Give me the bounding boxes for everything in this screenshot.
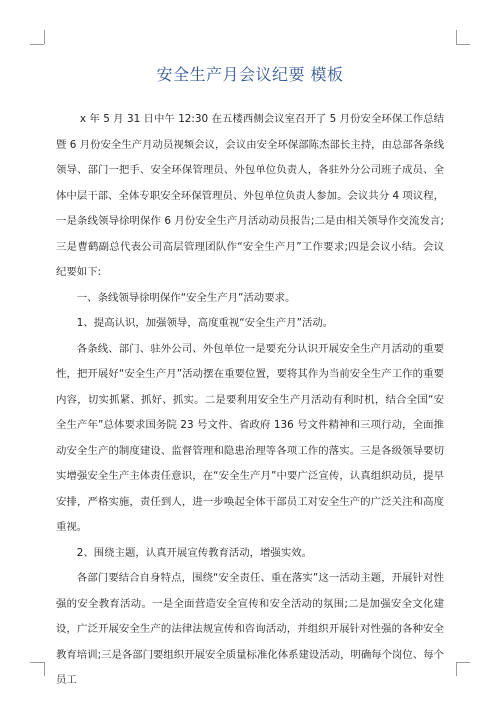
paragraph-intro: x 年 5 月 31 日中午 12:30 在五楼西侧会议室召开了 5 月份安全环保工作总结暨 6 月份安全生产月动员视频会议，会议由安全环保部陈杰部长主持，由总部各条线领导、部门一把手、安全环保管理员、外包单位负责人，各驻外分公司班子成员、全体中层干部、全体专职安全环保管理员、外包单位负责人参加。会议共分 4 项议程，一是条线领导徐明保作 6 月份安全生产月活动动员报告;二是由相关领导作交流发言;三是曹鹤副总代表公司高层管理团队作“安全生产月”工作要求;四是会议小结。会议纪要如下: [56, 113, 444, 278]
document-page [56, 62, 444, 694]
paragraph-subheading-2: 2、围绕主题，认真开展宣传教育活动，增强实效。 [76, 546, 312, 559]
paragraph-section-heading: 一、条线领导徐明保作“安全生产月”活动要求。 [76, 291, 296, 304]
paragraph-subheading-1: 1、提高认识，加强领导，高度重视“安全生产月”活动。 [76, 317, 334, 329]
document-title: 安全生产月会议纪要 模板 [156, 65, 344, 84]
paragraph-body-1: 各条线、部门、驻外公司、外包单位一是要充分认识开展安全生产月活动的重要性，把开展好“安全生产月”活动摆在重要位置，要将其作为当前安全生产工作的重要内容，切实抓紧、抓好、抓实。二是要利用安全生产月活动有利时机，结合全国“安全生产年”总体要求国务院 23 号文件、省政府 136 号文件精神和三项行动，全面推动安全生产的制度建设、监督管理和隐患治理等各项工作的落实。三是各级领导要切实增强安全生产主体责任意识，在“安全生产月”中要广泛宣传，认真组织动员，提早安排，严格实施，责任到人，进一步唤起全体干部员工对安全生产的广泛关注和高度重视。 [56, 342, 444, 533]
paragraph-body-2: 各部门要结合自身特点，围绕“安全责任、重在落实”这一活动主题，开展针对性强的安全教育活动。一是全面营造安全宣传和安全活动的氛围;二是加强安全文化建设，广泛开展安全生产的法律法规宣传和咨询活动，并组织开展针对性强的各种安全教育培训;三是各部门要组织开展安全质量标准化体系建设活动，明确每个岗位、每个员工 [56, 572, 444, 686]
